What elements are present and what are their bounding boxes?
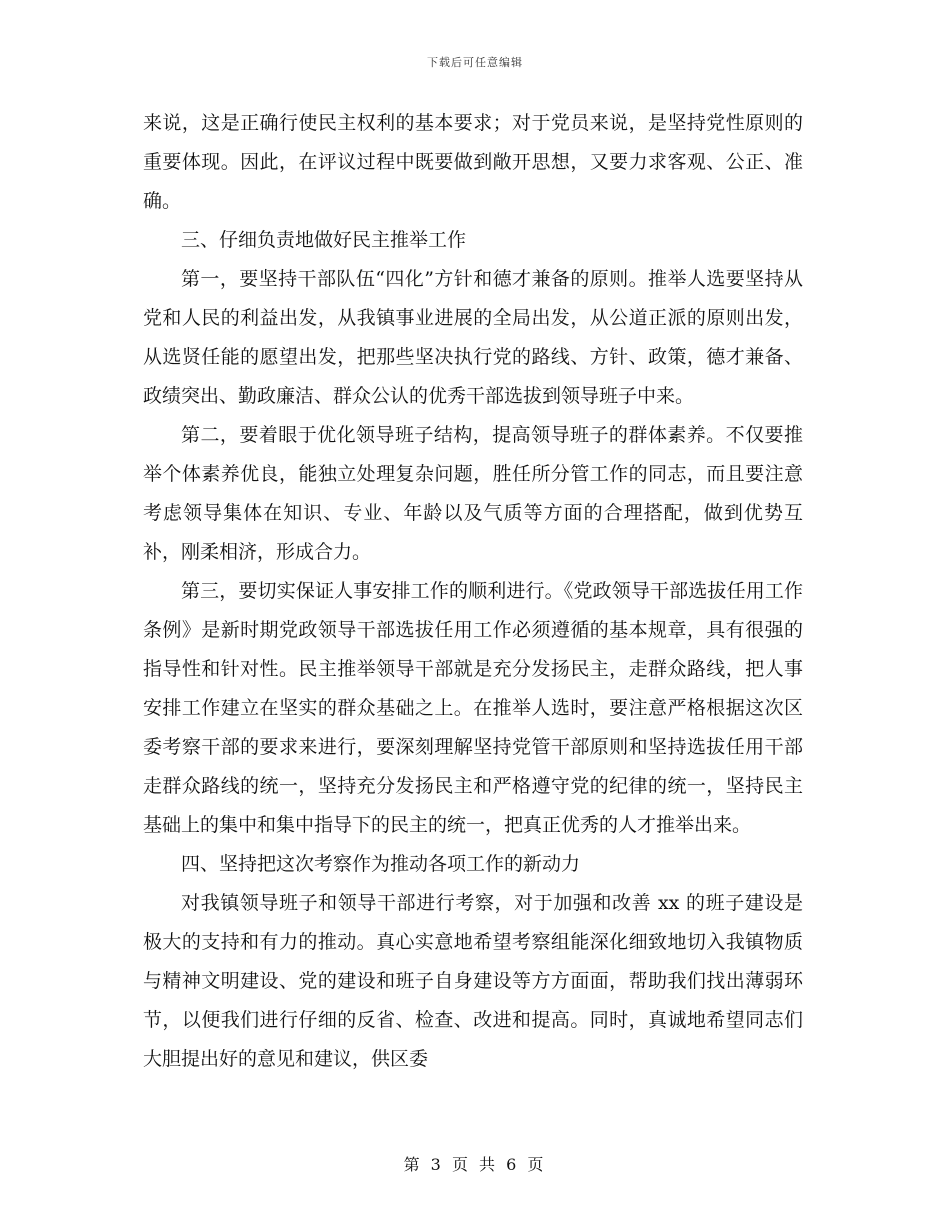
paragraph: 第一，要坚持干部队伍“四化”方针和德才兼备的原则。推举人选要坚持从党和人民的利益出发，从我镇事业进展的全局出发，从公道正派的原则出发，从选贤任能的愿望出发，把那些坚决执行党的路线、方针、政策，德才兼备、政绩突出、勤政廉洁、群众公认的优秀干部选拔到领导班子中来。 xyxy=(143,268,803,407)
section-heading: 四、坚持把这次考察作为推动各项工作的新动力 xyxy=(181,853,581,875)
paragraph: 对我镇领导班子和领导干部进行考察，对于加强和改善 xx 的班子建设是极大的支持和有力的推动。真心实意地希望考察组能深化细致地切入我镇物质与精神文明建设、党的建设和班子自身建设等方方面面，帮助我们找出薄弱环节，以便我们进行仔细的反省、检查、改进和提高。同时，真诚地希望同志们大胆提出好的意见和建议，供区委 xyxy=(143,892,803,1070)
paragraph: 第二，要着眼于优化领导班子结构，提高领导班子的群体素养。不仅要推举个体素养优良，能独立处理复杂问题，胜任所分管工作的同志，而且要注意考虑领导集体在知识、专业、年龄以及气质等方面的合理搭配，做到优势互补，刚柔相济，形成合力。 xyxy=(143,424,803,563)
document-body xyxy=(143,104,803,1079)
section-heading: 三、仔细负责地做好民主推举工作 xyxy=(181,229,467,251)
paragraph: 来说，这是正确行使民主权利的基本要求；对于党员来说，是坚持党性原则的重要体现。因此，在评议过程中既要做到敞开思想，又要力求客观、公正、准确。 xyxy=(143,112,803,212)
header-note: 下载后可任意编辑 xyxy=(427,56,523,69)
page-number-footer: 第 3 页 共 6 页 xyxy=(403,1155,547,1174)
paragraph: 第三，要切实保证人事安排工作的顺利进行。《党政领导干部选拔任用工作条例》是新时期党政领导干部选拔任用工作必须遵循的基本规章，具有很强的指导性和针对性。民主推举领导干部就是充分发扬民主，走群众路线，把人事安排工作建立在坚实的群众基础之上。在推举人选时，要注意严格根据这次区委考察干部的要求来进行，要深刻理解坚持党管干部原则和坚持选拔任用干部走群众路线的统一，坚持充分发扬民主和严格遵守党的纪律的统一，坚持民主基础上的集中和集中指导下的民主的统一，把真正优秀的人才推举出来。 xyxy=(143,580,803,836)
